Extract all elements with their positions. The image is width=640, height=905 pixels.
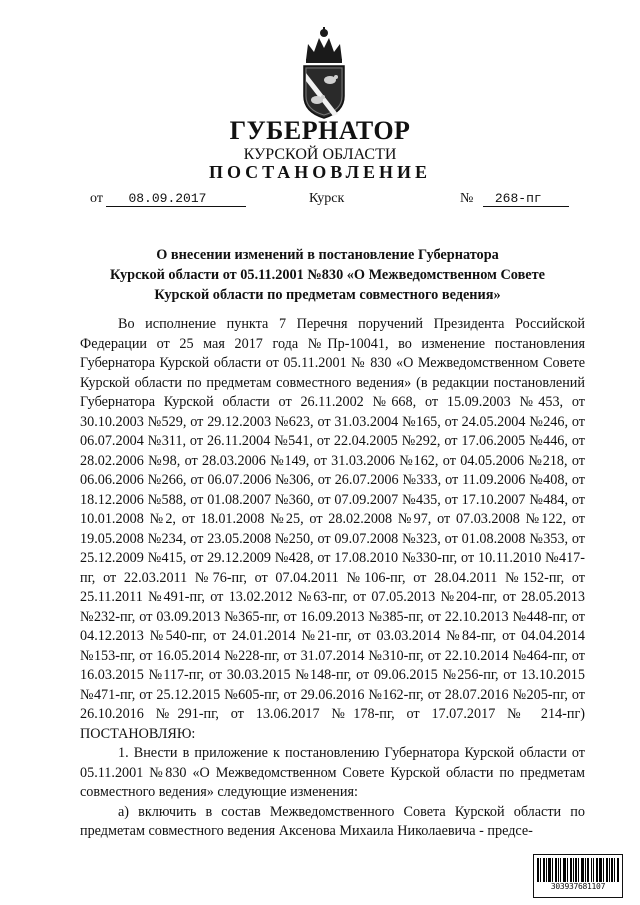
document-title (70, 245, 585, 305)
coat-of-arms-emblem (292, 26, 356, 122)
number-prefix: № (460, 191, 474, 206)
date-prefix: от (90, 191, 103, 206)
title-line-2: Курской области от 05.11.2001 №830 «О Межведомственном Совете (109, 267, 546, 283)
date-value: 08.09.2017 (106, 191, 246, 207)
body-paragraph-item-1a: а) включить в состав Межведомственного Совета Курской области по предметам совместного ведения Аксенова Михаила Николаевича - предсе- (80, 803, 585, 839)
body-paragraph-item-1: 1. Внести в приложение к постановлению Губернатора Курской области от 05.11.2001 №830 «О Межведомственном Совете Курской области по предметам совместного ведения» следующие изменения: (80, 745, 585, 800)
date-field (90, 191, 246, 207)
number-value: 268-пг (483, 191, 569, 207)
title-line-3: Курской области по предметам совместного ведения» (154, 287, 501, 303)
document-body (80, 315, 585, 842)
crown-icon (306, 27, 342, 63)
header-region: КУРСКОЙ ОБЛАСТИ (243, 146, 397, 163)
body-paragraph-preamble: Во исполнение пункта 7 Перечня поручений Президента Российской Федерации от 25 мая 2017 года №Пр-10041, во изменение постановления Губернатора Курской области от 05.11.2001 № 830 «О Межведомственном Совете Курской области по предметам совместного ведения» (в редакции постановлений Губернатора Курской области от 26.11.2002 №668, от 15.09.2003 №453, от 30.10.2003 №529, от 29.12.2003 №623, от 31.03.2004 №165, от 24.05.2004 №246, от 06.07.2004 №311, от 26.11.2004 №541, от 22.04.2005 №292, от 17.06.2005 №446, от 28.02.2006 №98, от 28.03.2006 №149, от 31.03.2006 №162, от 04.05.2006 №218, от 06.06.2006 №266, от 06.07.2006 №306, от 26.07.2006 №333, от 11.09.2006 №408, от 18.12.2006 №588, от 01.08.2007 №360, от 07.09.2007 №435, от 17.10.2007 №484, от 10.01.2008 №2, от 18.01.2008 №25, от 28.02.2008 №97, от 07.03.2008 №122, от 19.05.2008 №234, от 23.05.2008 №250, от 09.07.2008 №323, от 01.08.2008 №353, от 25.12.2009 №415, от 29.12.2009 №428, от 17.08.2010 №330-пг, от 10.11.2010 №417-пг, от 22.03.2011 №76-пг, от 07.04.2011 №106-пг, от 28.04.2011 №152-пг, от 25.11.2011 №491-пг, от 13.02.2012 №63-пг, от 07.05.2013 №204-пг, от 28.05.2013 №232-пг, от 03.09.2013 №365-пг, от 16.09.2013 №385-пг, от 22.10.2013 №448-пг, от 04.12.2013 №540-пг, от 24.01.2014 №21-пг, от 03.03.2014 №84-пг, от 04.04.2014 №153-пг, от 16.05.2014 №228-пг, от 31.07.2014 №310-пг, от 22.10.2014 №464-пг, от 16.03.2015 №117-пг, от 30.03.2015 №148-пг, от 09.06.2015 №256-пг, от 13.10.2015 №471-пг, от 25.12.2015 №605-пг, от 29.06.2016 №162-пг, от 28.07.2016 №205-пг, от 26.10.2016 №291-пг, от 13.06.2017 №178-пг, от 17.07.2017 № 214-пг) ПОСТАНОВЛЯЮ: (80, 316, 585, 742)
barcode-number: 303937681107 (550, 882, 606, 891)
title-line-1: О внесении изменений в постановление Губернатора (156, 247, 499, 263)
header-title: ГУБЕРНАТОР (229, 116, 411, 145)
barcode-bars-icon (537, 858, 619, 882)
city-label: Курск (309, 191, 345, 206)
document-type: ПОСТАНОВЛЕНИЕ (208, 162, 432, 182)
barcode (533, 854, 623, 898)
shield-icon (304, 66, 344, 118)
number-field (460, 191, 569, 207)
